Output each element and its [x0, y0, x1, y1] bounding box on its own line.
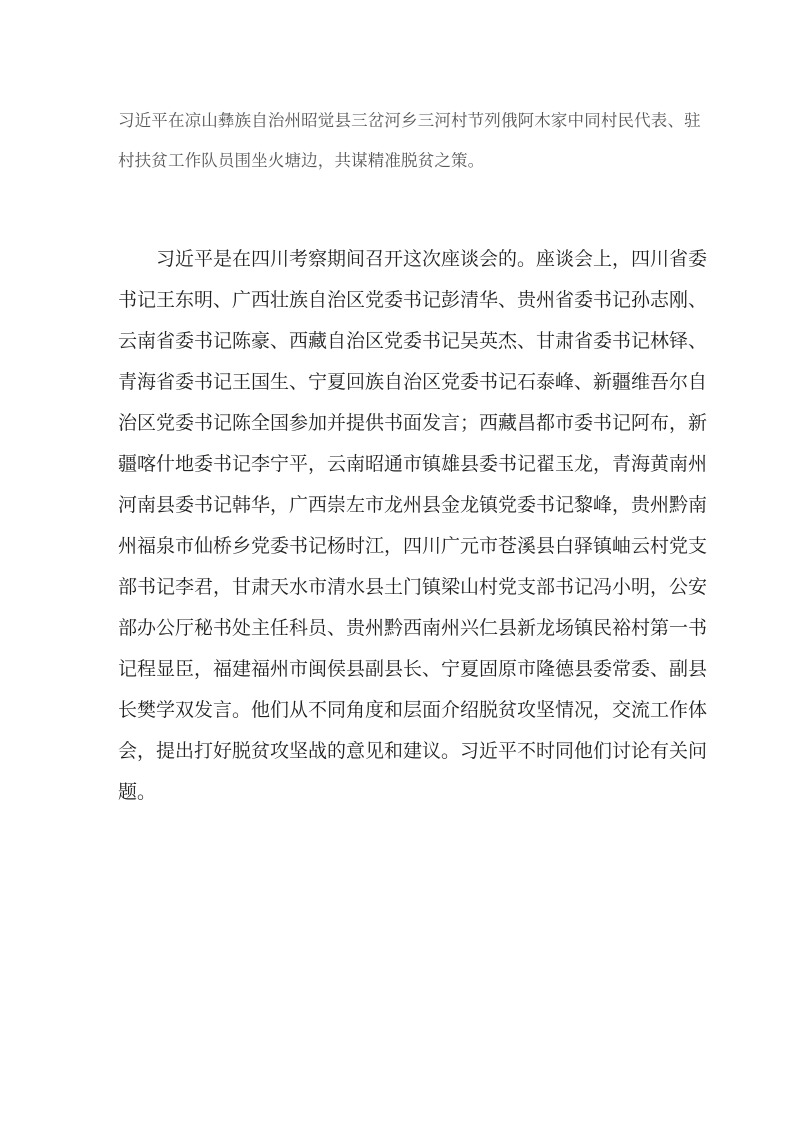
paragraph-line: 记程显臣，福建福州市闽侯县副县长、宁夏固原市隆德县委常委、副县 [118, 658, 708, 680]
paragraph-line: 治区党委书记陈全国参加并提供书面发言；西藏昌都市委书记阿布，新 [118, 412, 708, 434]
paragraph-line: 云南省委书记陈豪、西藏自治区党委书记吴英杰、甘肃省委书记林铎、 [118, 330, 708, 352]
paragraph-line: 书记王东明、广西壮族自治区党委书记彭清华、贵州省委书记孙志刚、 [118, 289, 708, 311]
caption-line: 村扶贫工作队员围坐火塘边，共谋精准脱贫之策。 [118, 151, 485, 170]
paragraph-line: 青海省委书记王国生、宁夏回族自治区党委书记石泰峰、新疆维吾尔自 [118, 371, 708, 393]
paragraph-line: 疆喀什地委书记李宁平，云南昭通市镇雄县委书记翟玉龙，青海黄南州 [118, 453, 708, 475]
paragraph-line: 会，提出打好脱贫攻坚战的意见和建议。习近平不时同他们讨论有关问 [118, 740, 708, 762]
caption-line: 习近平在凉山彝族自治州昭觉县三岔河乡三河村节列俄阿木家中同村民代表、驻 [118, 111, 701, 130]
article-paragraph [118, 239, 708, 813]
paragraph-line: 州福泉市仙桥乡党委书记杨时江，四川广元市苍溪县白驿镇岫云村党支 [118, 535, 708, 557]
paragraph-line: 部书记李君，甘肃天水市清水县土门镇梁山村党支部书记冯小明，公安 [118, 576, 708, 598]
paragraph-line: 题。 [118, 781, 157, 803]
paragraph-line: 河南县委书记韩华，广西崇左市龙州县金龙镇党委书记黎峰，贵州黔南 [118, 494, 708, 516]
paragraph-line: 部办公厅秘书处主任科员、贵州黔西南州兴仁县新龙场镇民裕村第一书 [118, 617, 708, 639]
photo-caption [118, 101, 701, 181]
paragraph-line: 长樊学双发言。他们从不同角度和层面介绍脱贫攻坚情况，交流工作体 [118, 699, 708, 721]
paragraph-line: 习近平是在四川考察期间召开这次座谈会的。座谈会上，四川省委 [156, 248, 708, 270]
